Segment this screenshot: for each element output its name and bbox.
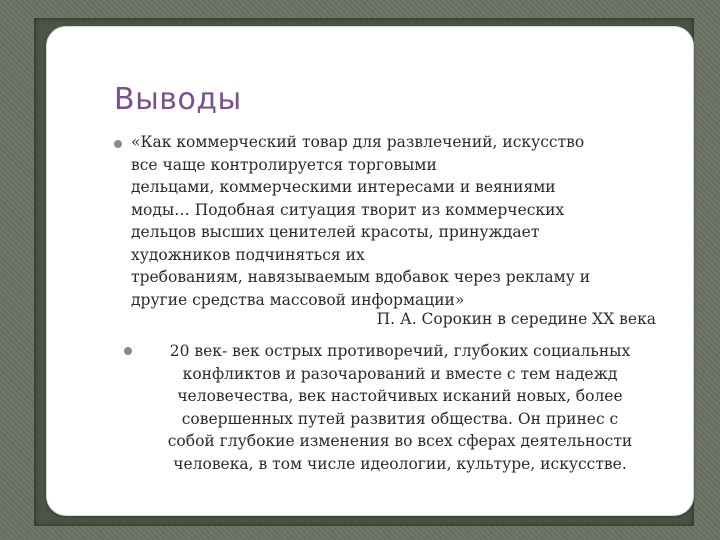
century-line: человечества, век настойчивых исканий новых, более (177, 387, 623, 405)
quote-line: дельцами, коммерческими интересами и веяниями (131, 178, 556, 196)
century-line: совершенных путей развития общества. Он принес с (181, 409, 619, 428)
quote-line: все чаще контролируется торговыми (131, 155, 437, 174)
bullet-quote (131, 131, 651, 311)
century-line: человека, в том числе идеологии, культуре, искусстве. (173, 454, 627, 473)
quote-line: «Как коммерческий товар для развлечений, искусство (131, 133, 585, 151)
bullet-century (130, 340, 670, 475)
quote-attribution: П. А. Сорокин в середине XX века (376, 310, 656, 328)
century-line: собой глубокие изменения во всех сферах деятельности (167, 432, 633, 450)
quote-line: требованиям, навязываемым вдобавок через рекламу и (131, 268, 591, 286)
century-line: 20 век- век острых противоречий, глубоких социальных (169, 342, 631, 360)
bullet-dot-1 (114, 140, 122, 148)
slide-title: Выводы (114, 82, 242, 117)
quote-line: моды… Подобная ситуация творит из коммерческих (131, 200, 565, 219)
century-line: конфликтов и разочарований и вместе с тем надежд (182, 364, 618, 383)
quote-line: дельцов высших ценителей красоты, принуждает (131, 223, 540, 241)
quote-line: другие средства массовой информации» (131, 290, 465, 309)
quote-line: художников подчиняться их (131, 245, 365, 264)
